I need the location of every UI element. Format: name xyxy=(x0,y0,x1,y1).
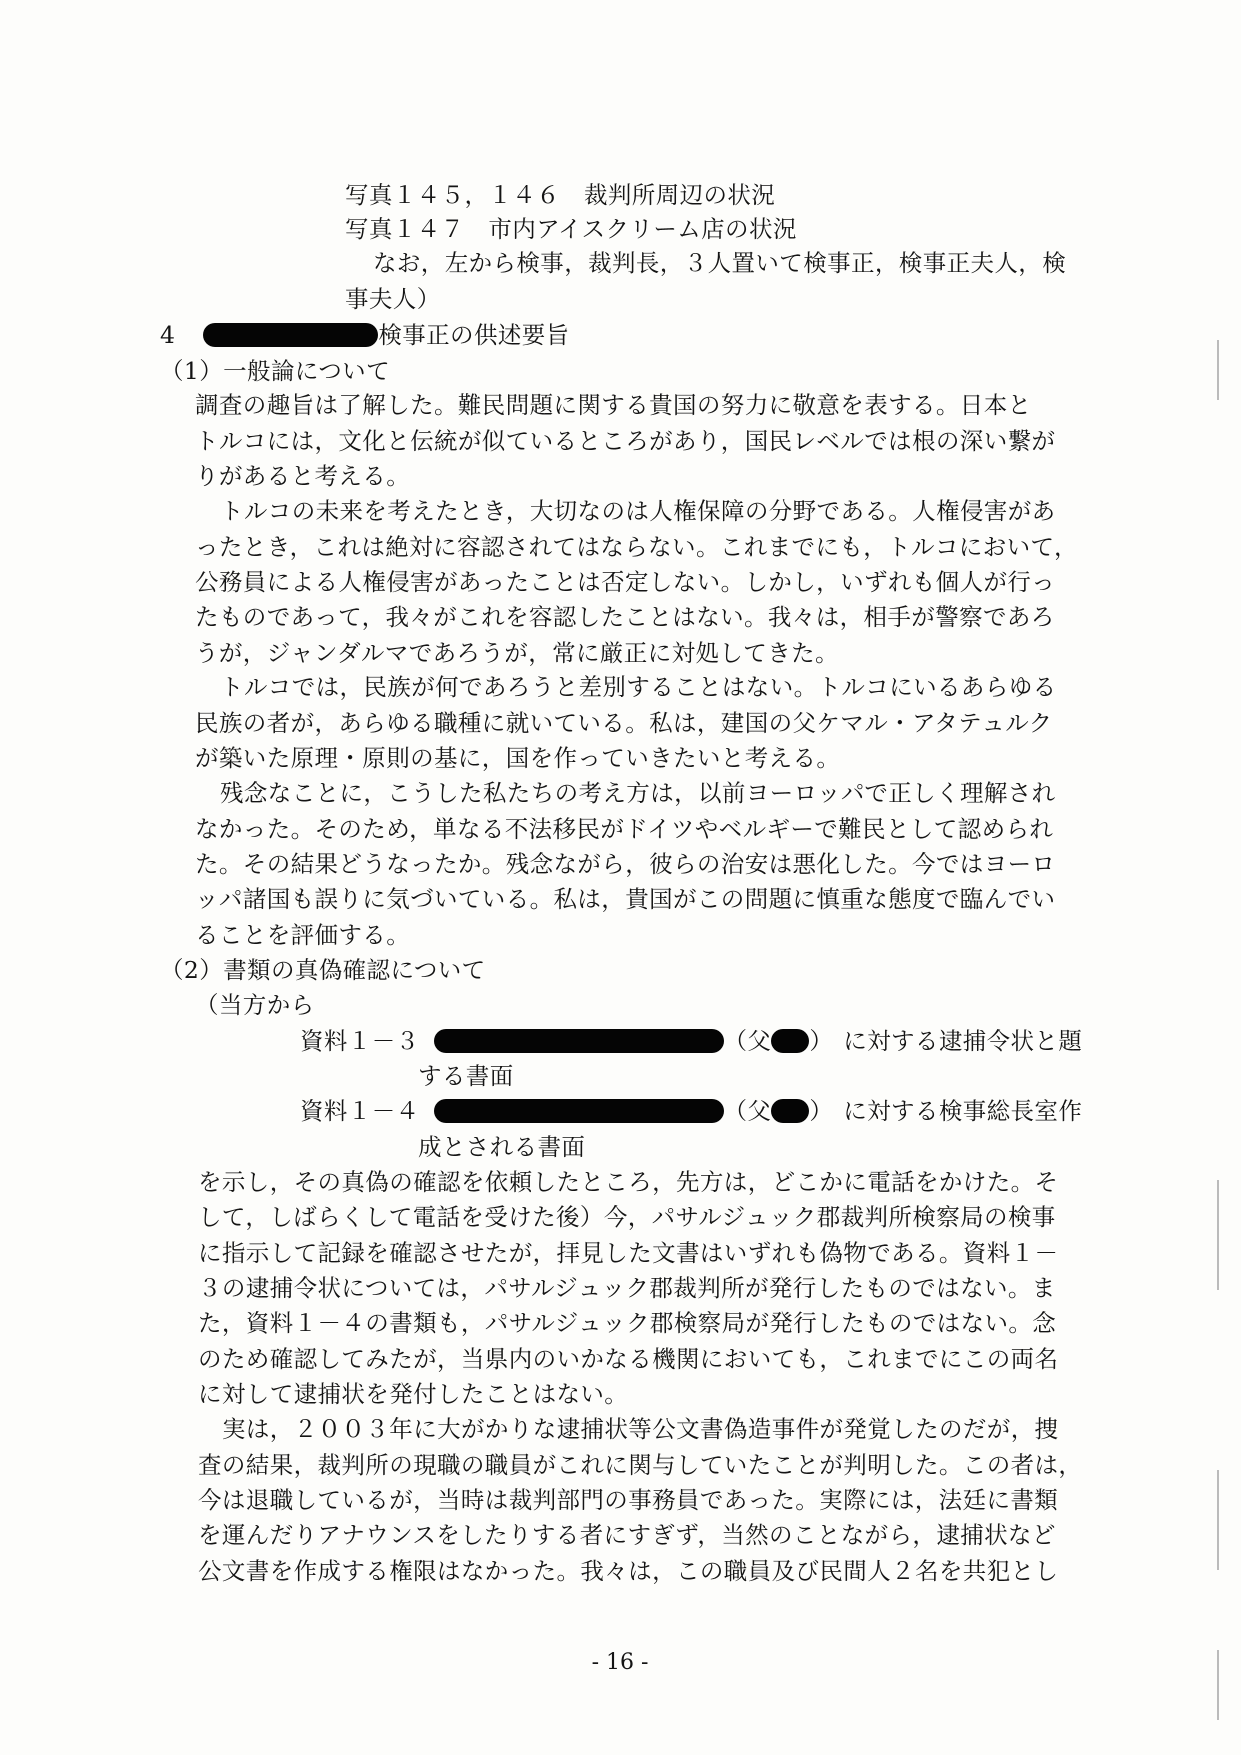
body-line: に指示して記録を確認させたが，拝見した文書はいずれも偽物である。資料１－ xyxy=(198,1239,1059,1267)
subsection-2-heading: （2）書類の真偽確認について xyxy=(160,956,486,984)
redaction-block xyxy=(434,1029,724,1053)
body-line: た。その結果どうなったか。残念ながら，彼らの治安は悪化した。今ではヨーロ xyxy=(195,850,1056,878)
redaction-block xyxy=(203,323,378,347)
document-item-1-cont: する書面 xyxy=(418,1062,514,1090)
photo-note-line-1: なお，左から検事，裁判長，３人置いて検事正，検事正夫人，検 xyxy=(373,249,1067,277)
scan-mark xyxy=(1217,1180,1219,1290)
body-line: して，しばらくして電話を受けた後）今，パサルジュック郡裁判所検察局の検事 xyxy=(198,1203,1056,1231)
paren-close: ） xyxy=(809,1097,834,1125)
photo-caption-2: 写真１４７ 市内アイスクリーム店の状況 xyxy=(345,215,797,243)
paren-close: ） xyxy=(809,1027,834,1055)
body-line: トルコの未来を考えたとき，大切なのは人権保障の分野である。人権侵害があ xyxy=(220,497,1056,525)
section-4-heading xyxy=(160,318,570,352)
paren-open: （父 xyxy=(723,1097,772,1125)
redaction-block xyxy=(771,1029,809,1053)
body-line: たものであって，我々がこれを容認したことはない。我々は，相手が警察であろ xyxy=(195,603,1055,631)
body-line: （当方から xyxy=(195,991,315,1019)
section-number: 4 xyxy=(160,321,176,349)
body-line: た，資料１－４の書類も，パサルジュック郡検察局が発行したものではない。念 xyxy=(198,1309,1057,1337)
body-line: が築いた原理・原則の基に，国を作っていきたいと考える。 xyxy=(195,744,841,772)
document-label: 資料１－３ xyxy=(300,1027,420,1055)
document-description: に対する逮捕令状と題 xyxy=(843,1027,1083,1055)
page-number: - 16 - xyxy=(591,1650,649,1675)
scan-mark xyxy=(1217,340,1219,400)
body-line: トルコでは，民族が何であろうと差別することはない。トルコにいるあらゆる xyxy=(220,673,1057,701)
photo-caption-1: 写真１４５，１４６ 裁判所周辺の状況 xyxy=(345,181,776,209)
body-line: りがあると考える。 xyxy=(195,462,411,490)
body-line: 今は退職しているが，当時は裁判部門の事務員であった。実際には，法廷に書類 xyxy=(198,1486,1059,1514)
body-line: 調査の趣旨は了解した。難民問題に関する貴国の努力に敬意を表する。日本と xyxy=(195,391,1032,419)
body-line: うが，ジャンダルマであろうが，常に厳正に対処してきた。 xyxy=(195,639,839,667)
body-line: ３の逮捕令状については，パサルジュック郡裁判所が発行したものではない。ま xyxy=(198,1274,1056,1302)
body-line: 残念なことに，こうした私たちの考え方は，以前ヨーロッパで正しく理解され xyxy=(220,779,1056,807)
body-line: ることを評価する。 xyxy=(195,921,411,949)
document-description: に対する検事総長室作 xyxy=(843,1097,1083,1125)
body-line: トルコには，文化と伝統が似ているところがあり，国民レベルでは根の深い繋が xyxy=(195,427,1056,455)
document-item-2 xyxy=(300,1094,1082,1128)
redaction-block xyxy=(434,1099,724,1123)
photo-note-line-2: 事夫人） xyxy=(345,285,441,313)
section-title: 検事正の供述要旨 xyxy=(378,321,570,349)
body-line: 実は，２００３年に大がかりな逮捕状等公文書偽造事件が発覚したのだが，捜 xyxy=(222,1415,1059,1443)
document-item-2-cont: 成とされる書面 xyxy=(418,1133,586,1161)
body-line: 公務員による人権侵害があったことは否定しない。しかし，いずれも個人が行っ xyxy=(195,568,1056,596)
body-line: 民族の者が，あらゆる職種に就いている。私は，建国の父ケマル・アタテュルク xyxy=(195,709,1053,737)
body-line: に対して逮捕状を発付したことはない。 xyxy=(198,1380,629,1408)
scan-mark xyxy=(1217,1470,1219,1570)
document-item-1 xyxy=(300,1024,1082,1058)
body-line: を運んだりアナウンスをしたりする者にすぎず，当然のことながら，逮捕状など xyxy=(198,1521,1056,1549)
body-line: ッパ諸国も誤りに気づいている。私は，貴国がこの問題に慎重な態度で臨んでい xyxy=(195,885,1056,913)
body-line: ったとき，これは絶対に容認されてはならない。これまでにも，トルコにおいて， xyxy=(195,533,1078,561)
body-line: 査の結果，裁判所の現職の職員がこれに関与していたことが判明した。この者は， xyxy=(198,1451,1083,1479)
subsection-1-heading: （1）一般論について xyxy=(160,357,390,385)
paren-open: （父 xyxy=(723,1027,772,1055)
redaction-block xyxy=(771,1099,809,1123)
body-line: なかった。そのため，単なる不法移民がドイツやベルギーで難民として認められ xyxy=(195,815,1054,843)
body-line: のため確認してみたが，当県内のいかなる機関においても，これまでにこの両名 xyxy=(198,1345,1059,1373)
body-line: を示し，その真偽の確認を依頼したところ，先方は，どこかに電話をかけた。そ xyxy=(198,1168,1059,1196)
body-line: 公文書を作成する権限はなかった。我々は，この職員及び民間人２名を共犯とし xyxy=(198,1557,1059,1585)
scan-mark xyxy=(1217,1650,1219,1720)
document-label: 資料１－４ xyxy=(300,1097,420,1125)
